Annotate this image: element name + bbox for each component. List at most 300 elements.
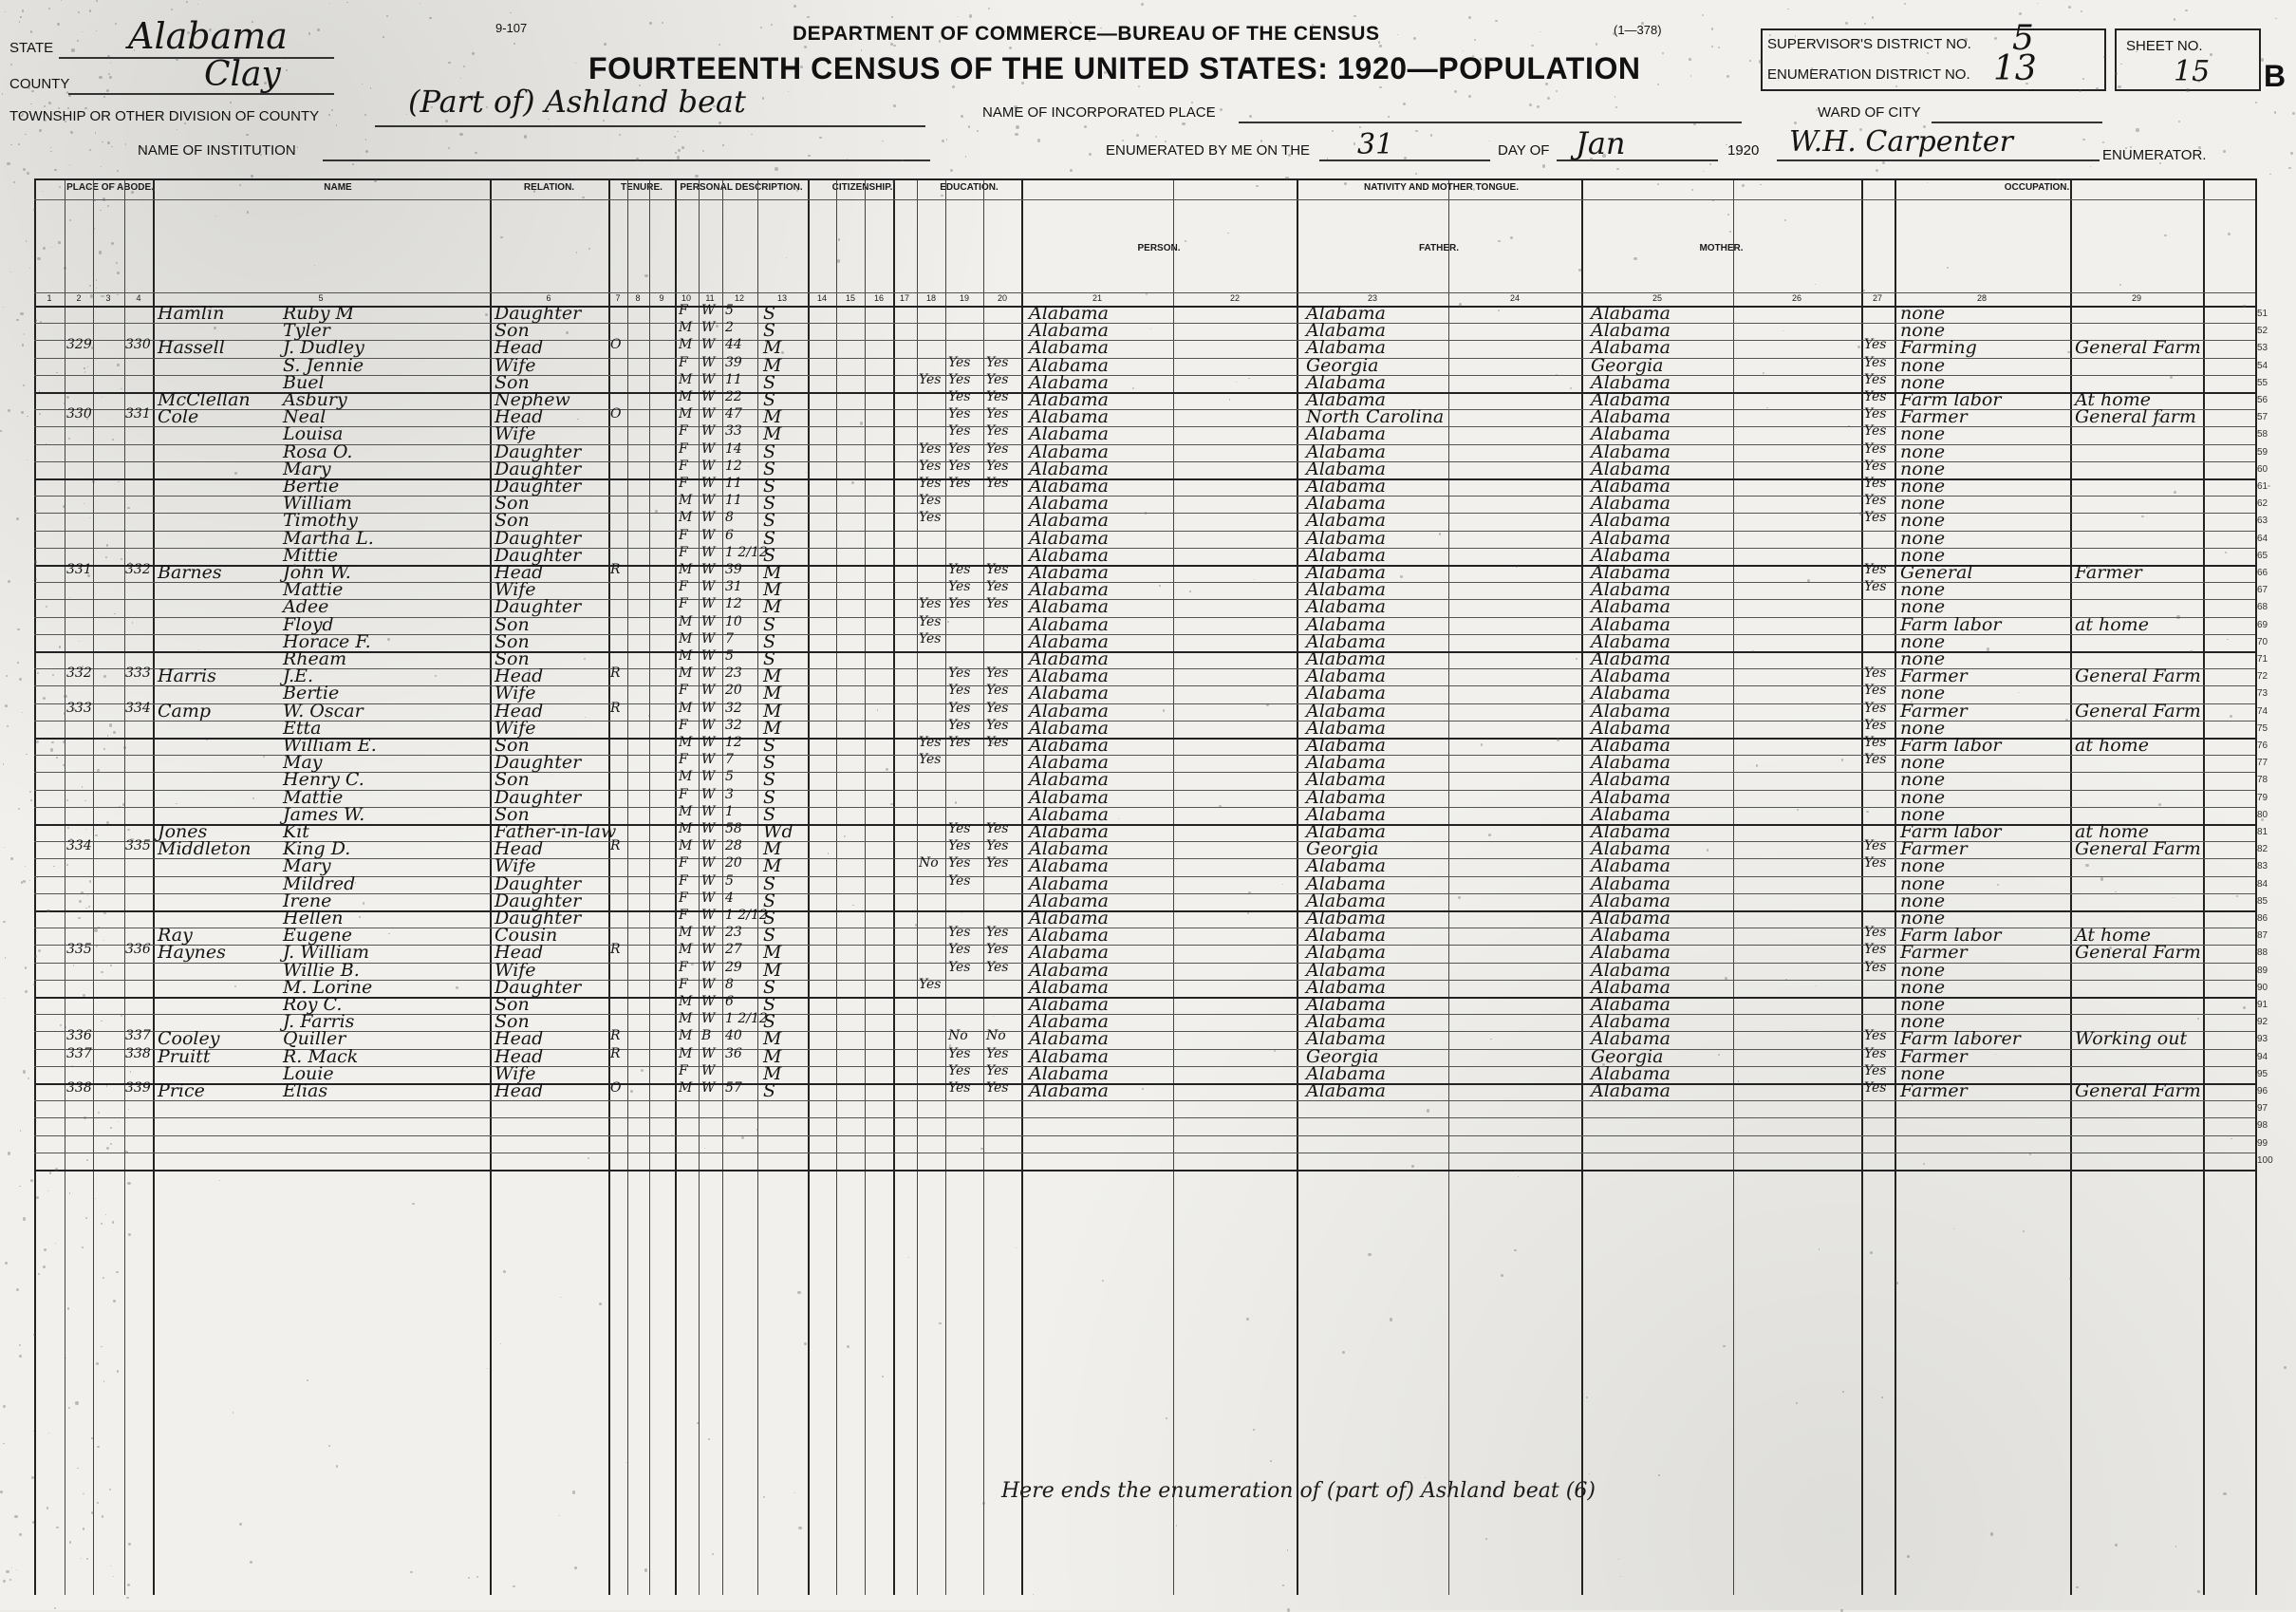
scan-noise bbox=[61, 0, 62, 1]
marital-status-cell: M bbox=[763, 700, 782, 722]
form-number: 9-107 bbox=[495, 21, 528, 35]
read-cell: Yes bbox=[948, 596, 971, 612]
given-name-cell: Etta bbox=[283, 717, 322, 739]
race-cell: W bbox=[701, 440, 716, 457]
scan-noise bbox=[293, 564, 296, 567]
scan-noise bbox=[1576, 658, 1577, 660]
relation-cell: Daughter bbox=[495, 752, 582, 774]
scan-noise bbox=[16, 517, 19, 520]
mother-birthplace-cell: Alabama bbox=[1591, 786, 1671, 808]
column-rule bbox=[153, 178, 155, 1595]
industry-cell: at home bbox=[2075, 613, 2149, 635]
scan-noise bbox=[991, 741, 994, 744]
column-number: 11 bbox=[705, 293, 715, 303]
scan-noise bbox=[2210, 53, 2212, 56]
mother-birthplace-cell: Alabama bbox=[1591, 440, 1671, 462]
birthplace-cell: Alabama bbox=[1029, 665, 1109, 687]
dwelling-number: 333 bbox=[66, 700, 92, 716]
institution-label: NAME OF INSTITUTION bbox=[138, 142, 296, 159]
english-cell: Yes bbox=[1864, 855, 1887, 872]
line-number: 68 bbox=[2257, 602, 2268, 613]
scan-noise bbox=[1165, 141, 1167, 142]
father-birthplace-cell: Alabama bbox=[1306, 320, 1386, 342]
read-cell: Yes bbox=[948, 1045, 971, 1061]
scan-noise bbox=[2223, 150, 2225, 152]
scan-noise bbox=[1220, 108, 1223, 111]
given-name-cell: John W. bbox=[283, 562, 351, 583]
scan-noise bbox=[1189, 590, 1191, 592]
scan-noise bbox=[2159, 162, 2161, 164]
marital-status-cell: S bbox=[763, 1080, 776, 1101]
line-number: 60 bbox=[2257, 463, 2268, 475]
father-birthplace-cell: Alabama bbox=[1306, 1028, 1386, 1050]
scan-noise bbox=[1882, 161, 1885, 164]
scan-noise bbox=[43, 1265, 46, 1268]
age-cell: 28 bbox=[725, 838, 742, 854]
read-cell: Yes bbox=[948, 476, 971, 491]
read-cell: Yes bbox=[948, 371, 971, 387]
mother-birthplace-cell: Alabama bbox=[1591, 458, 1671, 479]
race-cell: W bbox=[701, 371, 716, 387]
school-cell: Yes bbox=[919, 735, 942, 750]
scan-noise bbox=[58, 107, 60, 109]
scan-noise bbox=[891, 16, 893, 18]
race-cell: W bbox=[701, 596, 716, 612]
relation-cell: Daughter bbox=[495, 872, 582, 894]
tenure-heading: TENURE. bbox=[621, 182, 663, 193]
scan-noise bbox=[1657, 84, 1659, 85]
scan-noise bbox=[760, 27, 762, 28]
race-cell: W bbox=[701, 613, 716, 629]
row-rule bbox=[34, 1117, 2255, 1118]
given-name-cell: Tyler bbox=[283, 320, 330, 342]
scan-noise bbox=[3, 1443, 4, 1444]
enumerated-month: Jan bbox=[1576, 125, 1626, 161]
scan-noise bbox=[7, 725, 9, 727]
scan-noise bbox=[130, 838, 133, 841]
scan-noise bbox=[1388, 116, 1389, 117]
scan-noise bbox=[2243, 1006, 2246, 1009]
column-rule bbox=[124, 178, 125, 1595]
scan-noise bbox=[47, 909, 49, 912]
english-cell: Yes bbox=[1864, 838, 1887, 854]
age-cell: 5 bbox=[725, 769, 734, 785]
trade-cell: none bbox=[1900, 458, 1946, 479]
trade-cell: Farmer bbox=[1900, 665, 1968, 687]
marital-status-cell: M bbox=[763, 838, 782, 860]
scan-noise bbox=[82, 786, 83, 787]
scan-noise bbox=[675, 152, 676, 153]
column-rule bbox=[34, 178, 36, 1595]
relation-cell: Son bbox=[495, 648, 530, 669]
age-cell: 12 bbox=[725, 596, 742, 612]
mother-birthplace-cell: Alabama bbox=[1591, 510, 1671, 532]
race-cell: W bbox=[701, 908, 716, 923]
family-number: 334 bbox=[125, 700, 151, 716]
scan-noise bbox=[1662, 621, 1665, 624]
relation-cell: Son bbox=[495, 613, 530, 635]
scan-noise bbox=[285, 59, 286, 60]
scan-noise bbox=[1016, 125, 1018, 128]
scan-noise bbox=[39, 129, 42, 132]
scan-noise bbox=[20, 1130, 21, 1131]
school-cell: Yes bbox=[919, 493, 942, 509]
scan-noise bbox=[5, 1262, 7, 1264]
scan-noise bbox=[13, 181, 15, 183]
scan-noise bbox=[119, 806, 121, 808]
age-cell: 1 2/12 bbox=[725, 908, 768, 923]
given-name-cell: M. Lorine bbox=[283, 976, 373, 998]
scan-noise bbox=[2, 93, 4, 95]
read-cell: Yes bbox=[948, 579, 971, 595]
race-cell: W bbox=[701, 872, 716, 889]
scan-noise bbox=[1864, 23, 1867, 26]
birthplace-cell: Alabama bbox=[1029, 735, 1109, 756]
scan-noise bbox=[214, 327, 216, 329]
scan-noise bbox=[1141, 3, 1144, 6]
sex-cell: F bbox=[679, 579, 688, 595]
line-number: 54 bbox=[2257, 360, 2268, 371]
english-cell: Yes bbox=[1864, 942, 1887, 958]
school-cell: Yes bbox=[919, 630, 942, 647]
relation-cell: Head bbox=[495, 562, 544, 583]
line-number: 72 bbox=[2257, 671, 2268, 683]
scan-noise bbox=[1848, 425, 1850, 427]
scan-noise bbox=[1816, 985, 1817, 986]
scan-noise bbox=[31, 90, 33, 92]
scan-noise bbox=[10, 144, 11, 145]
scan-noise bbox=[2275, 18, 2276, 19]
race-cell: W bbox=[701, 959, 716, 975]
scan-noise bbox=[2085, 864, 2088, 867]
birthplace-cell: Alabama bbox=[1029, 717, 1109, 739]
sex-cell: M bbox=[679, 942, 693, 958]
mother-birthplace-cell: Alabama bbox=[1591, 648, 1671, 669]
line-number: 57 bbox=[2257, 412, 2268, 423]
scan-noise bbox=[91, 1437, 93, 1439]
birthplace-cell: Alabama bbox=[1029, 303, 1109, 324]
sex-cell: F bbox=[679, 683, 688, 699]
birthplace-cell: Alabama bbox=[1029, 786, 1109, 808]
write-cell: Yes bbox=[986, 596, 1009, 612]
scan-noise bbox=[21, 411, 24, 414]
county-label: COUNTY bbox=[9, 76, 70, 92]
scan-noise bbox=[542, 832, 544, 834]
dwelling-number: 334 bbox=[66, 838, 92, 854]
scan-noise bbox=[955, 801, 958, 804]
scan-noise bbox=[8, 1152, 10, 1154]
trade-cell: Farm labor bbox=[1900, 389, 2002, 410]
father-birthplace-cell: Alabama bbox=[1306, 303, 1386, 324]
scan-noise bbox=[1516, 566, 1518, 568]
trade-cell: none bbox=[1900, 510, 1946, 532]
column-rule bbox=[608, 178, 610, 1595]
scan-noise bbox=[107, 141, 110, 144]
scan-noise bbox=[91, 347, 94, 349]
scan-noise bbox=[2090, 166, 2091, 167]
census-table bbox=[34, 178, 2273, 1595]
column-number: 26 bbox=[1791, 293, 1801, 303]
scan-noise bbox=[65, 121, 66, 122]
scan-noise bbox=[2284, 1366, 2287, 1369]
scan-noise bbox=[30, 30, 32, 32]
sex-cell: M bbox=[679, 735, 693, 750]
mother-birthplace-cell: Alabama bbox=[1591, 1028, 1671, 1050]
marital-status-cell: S bbox=[763, 648, 776, 669]
english-cell: Yes bbox=[1864, 700, 1887, 716]
scan-noise bbox=[63, 505, 65, 508]
scan-noise bbox=[2243, 305, 2246, 308]
sex-cell: F bbox=[679, 440, 688, 457]
sex-cell: M bbox=[679, 994, 693, 1009]
scan-noise bbox=[2115, 891, 2116, 892]
dwelling-number: 335 bbox=[66, 942, 92, 958]
scan-noise bbox=[677, 156, 680, 159]
birthplace-cell: Alabama bbox=[1029, 354, 1109, 376]
scan-noise bbox=[25, 866, 26, 867]
sex-cell: F bbox=[679, 354, 688, 370]
trade-cell: none bbox=[1900, 717, 1946, 739]
column-rule bbox=[1861, 178, 1863, 1595]
township-line bbox=[375, 125, 925, 127]
header-rule bbox=[34, 292, 2255, 293]
scan-noise bbox=[2118, 85, 2120, 88]
race-cell: W bbox=[701, 406, 716, 422]
scan-noise bbox=[1287, 1608, 1290, 1611]
column-rule bbox=[1173, 178, 1174, 1595]
industry-cell: Working out bbox=[2075, 1028, 2188, 1050]
scan-noise bbox=[314, 265, 315, 266]
scan-noise bbox=[121, 187, 123, 190]
trade-cell: none bbox=[1900, 630, 1946, 652]
scan-noise bbox=[124, 1365, 125, 1366]
mother-birthplace-cell: Alabama bbox=[1591, 1080, 1671, 1101]
age-cell: 39 bbox=[725, 354, 742, 370]
marital-status-cell: S bbox=[763, 769, 776, 791]
birthplace-cell: Alabama bbox=[1029, 613, 1109, 635]
sheet-value: 15 bbox=[2174, 55, 2211, 88]
column-rule bbox=[490, 178, 492, 1595]
age-cell: 8 bbox=[725, 510, 734, 526]
father-birthplace-cell: Alabama bbox=[1306, 976, 1386, 998]
scan-noise bbox=[1359, 126, 1360, 127]
column-rule bbox=[836, 178, 837, 1595]
row-rule bbox=[34, 1170, 2255, 1172]
line-number: 67 bbox=[2257, 585, 2268, 596]
age-cell: 27 bbox=[725, 942, 742, 958]
scan-noise bbox=[1425, 1477, 1426, 1478]
scan-noise bbox=[113, 731, 116, 734]
scan-noise bbox=[1974, 1037, 1977, 1040]
father-birthplace-cell: Alabama bbox=[1306, 579, 1386, 601]
column-rule bbox=[93, 178, 94, 1595]
sex-cell: M bbox=[679, 700, 693, 716]
marital-status-cell: S bbox=[763, 872, 776, 894]
scan-noise bbox=[84, 107, 87, 110]
scan-noise bbox=[472, 52, 475, 55]
sex-cell: F bbox=[679, 303, 688, 318]
line-number: 88 bbox=[2257, 947, 2268, 959]
scan-noise bbox=[1122, 140, 1124, 141]
relation-cell: Son bbox=[495, 510, 530, 532]
scan-noise bbox=[95, 834, 98, 837]
scan-noise bbox=[630, 1090, 633, 1093]
given-name-cell: King D. bbox=[283, 838, 351, 860]
line-number: 89 bbox=[2257, 965, 2268, 976]
scan-noise bbox=[429, 17, 432, 20]
scan-noise bbox=[2103, 56, 2105, 58]
write-cell: Yes bbox=[986, 371, 1009, 387]
scan-noise bbox=[2096, 87, 2099, 90]
trade-cell: Farmer bbox=[1900, 700, 1968, 722]
scan-noise bbox=[961, 115, 963, 118]
column-number: 28 bbox=[1976, 293, 1987, 303]
trade-cell: none bbox=[1900, 320, 1946, 342]
scan-noise bbox=[387, 638, 390, 641]
read-cell: Yes bbox=[948, 440, 971, 457]
scan-noise bbox=[95, 132, 97, 134]
personal-heading: PERSONAL DESCRIPTION. bbox=[680, 182, 803, 193]
scan-noise bbox=[1378, 41, 1380, 43]
surname-cell: Camp bbox=[158, 700, 212, 722]
home-tenure-cell: R bbox=[610, 562, 621, 577]
scan-noise bbox=[89, 9, 92, 12]
scan-noise bbox=[48, 102, 51, 104]
school-cell: Yes bbox=[919, 613, 942, 629]
write-cell: Yes bbox=[986, 458, 1009, 474]
scan-noise bbox=[122, 803, 124, 805]
marital-status-cell: S bbox=[763, 1011, 776, 1033]
industry-cell: Farmer bbox=[2075, 562, 2142, 583]
age-cell: 7 bbox=[725, 630, 734, 647]
scan-noise bbox=[2125, 147, 2127, 149]
scan-noise bbox=[1086, 971, 1088, 973]
trade-cell: none bbox=[1900, 1062, 1946, 1084]
scan-noise bbox=[93, 228, 95, 230]
scan-noise bbox=[25, 966, 28, 969]
trade-cell: none bbox=[1900, 476, 1946, 497]
line-number: 82 bbox=[2257, 844, 2268, 855]
scan-noise bbox=[1350, 681, 1351, 682]
scan-noise bbox=[712, 1553, 714, 1555]
column-rule bbox=[627, 178, 628, 1595]
line-number: 86 bbox=[2257, 913, 2268, 924]
write-cell: Yes bbox=[986, 855, 1009, 872]
column-number: 29 bbox=[2131, 293, 2141, 303]
mother-birthplace-cell: Alabama bbox=[1591, 838, 1671, 860]
scan-noise bbox=[529, 669, 531, 671]
scan-noise bbox=[716, 325, 719, 328]
family-number: 330 bbox=[125, 337, 151, 353]
scan-noise bbox=[788, 91, 789, 92]
race-cell: W bbox=[701, 855, 716, 872]
scan-noise bbox=[890, 803, 893, 806]
given-name-cell: Floyd bbox=[283, 613, 334, 635]
scan-noise bbox=[1468, 16, 1471, 19]
scan-noise bbox=[697, 1422, 700, 1425]
trade-cell: Farmer bbox=[1900, 838, 1968, 860]
scan-noise bbox=[1166, 1417, 1167, 1419]
column-rule bbox=[893, 178, 895, 1595]
scan-noise bbox=[83, 994, 85, 997]
line-number: 75 bbox=[2257, 722, 2268, 734]
read-cell: Yes bbox=[948, 562, 971, 577]
industry-cell: At home bbox=[2075, 925, 2151, 947]
scan-noise bbox=[37, 257, 40, 260]
scan-noise bbox=[797, 1291, 800, 1294]
mother-birthplace-cell: Georgia bbox=[1591, 1045, 1664, 1067]
scan-noise bbox=[106, 89, 109, 92]
scan-noise bbox=[96, 288, 97, 289]
read-cell: Yes bbox=[948, 821, 971, 836]
scan-noise bbox=[84, 371, 86, 373]
school-cell: Yes bbox=[919, 458, 942, 474]
scan-noise bbox=[603, 120, 605, 122]
marital-status-cell: M bbox=[763, 406, 782, 428]
father-birthplace-cell: Alabama bbox=[1306, 683, 1386, 704]
scan-noise bbox=[22, 344, 25, 347]
scan-noise bbox=[1718, 47, 1720, 48]
scan-noise bbox=[1495, 20, 1497, 22]
write-cell: Yes bbox=[986, 821, 1009, 836]
sex-cell: M bbox=[679, 821, 693, 836]
scan-noise bbox=[101, 971, 103, 974]
scan-noise bbox=[548, 119, 550, 121]
scan-noise bbox=[18, 808, 20, 810]
sex-cell: F bbox=[679, 890, 688, 906]
scan-noise bbox=[893, 104, 896, 107]
sex-cell: M bbox=[679, 630, 693, 647]
scan-noise bbox=[2190, 650, 2192, 652]
scan-noise bbox=[107, 55, 110, 58]
scan-noise bbox=[1009, 47, 1012, 49]
marital-status-cell: S bbox=[763, 786, 776, 808]
scan-noise bbox=[108, 73, 110, 75]
scan-noise bbox=[161, 46, 164, 48]
read-cell: Yes bbox=[948, 838, 971, 854]
race-cell: W bbox=[701, 493, 716, 509]
scan-noise bbox=[101, 166, 102, 167]
scan-noise bbox=[26, 240, 28, 242]
marital-status-cell: S bbox=[763, 389, 776, 410]
given-name-cell: Asbury bbox=[283, 389, 347, 410]
given-name-cell: William E. bbox=[283, 735, 377, 756]
column-number: 19 bbox=[959, 293, 969, 303]
father-birthplace-cell: Alabama bbox=[1306, 717, 1386, 739]
father-birthplace-cell: Alabama bbox=[1306, 665, 1386, 687]
given-name-cell: William bbox=[283, 493, 352, 515]
age-cell: 11 bbox=[725, 476, 742, 491]
scan-noise bbox=[103, 295, 104, 297]
scan-noise bbox=[96, 0, 98, 2]
mother-birthplace-cell: Alabama bbox=[1591, 683, 1671, 704]
sex-cell: M bbox=[679, 1045, 693, 1061]
scan-noise bbox=[619, 134, 621, 136]
scan-noise bbox=[1657, 183, 1659, 185]
scan-noise bbox=[86, 1159, 88, 1161]
scan-noise bbox=[102, 141, 103, 143]
scan-noise bbox=[98, 927, 100, 928]
scan-noise bbox=[655, 510, 658, 513]
age-cell: 40 bbox=[725, 1028, 742, 1044]
scan-noise bbox=[1703, 171, 1704, 172]
sex-cell: F bbox=[679, 717, 688, 733]
scan-noise bbox=[16, 1288, 19, 1291]
race-cell: W bbox=[701, 735, 716, 750]
scan-noise bbox=[574, 1566, 577, 1569]
line-number: 79 bbox=[2257, 792, 2268, 803]
scan-noise bbox=[176, 803, 177, 805]
